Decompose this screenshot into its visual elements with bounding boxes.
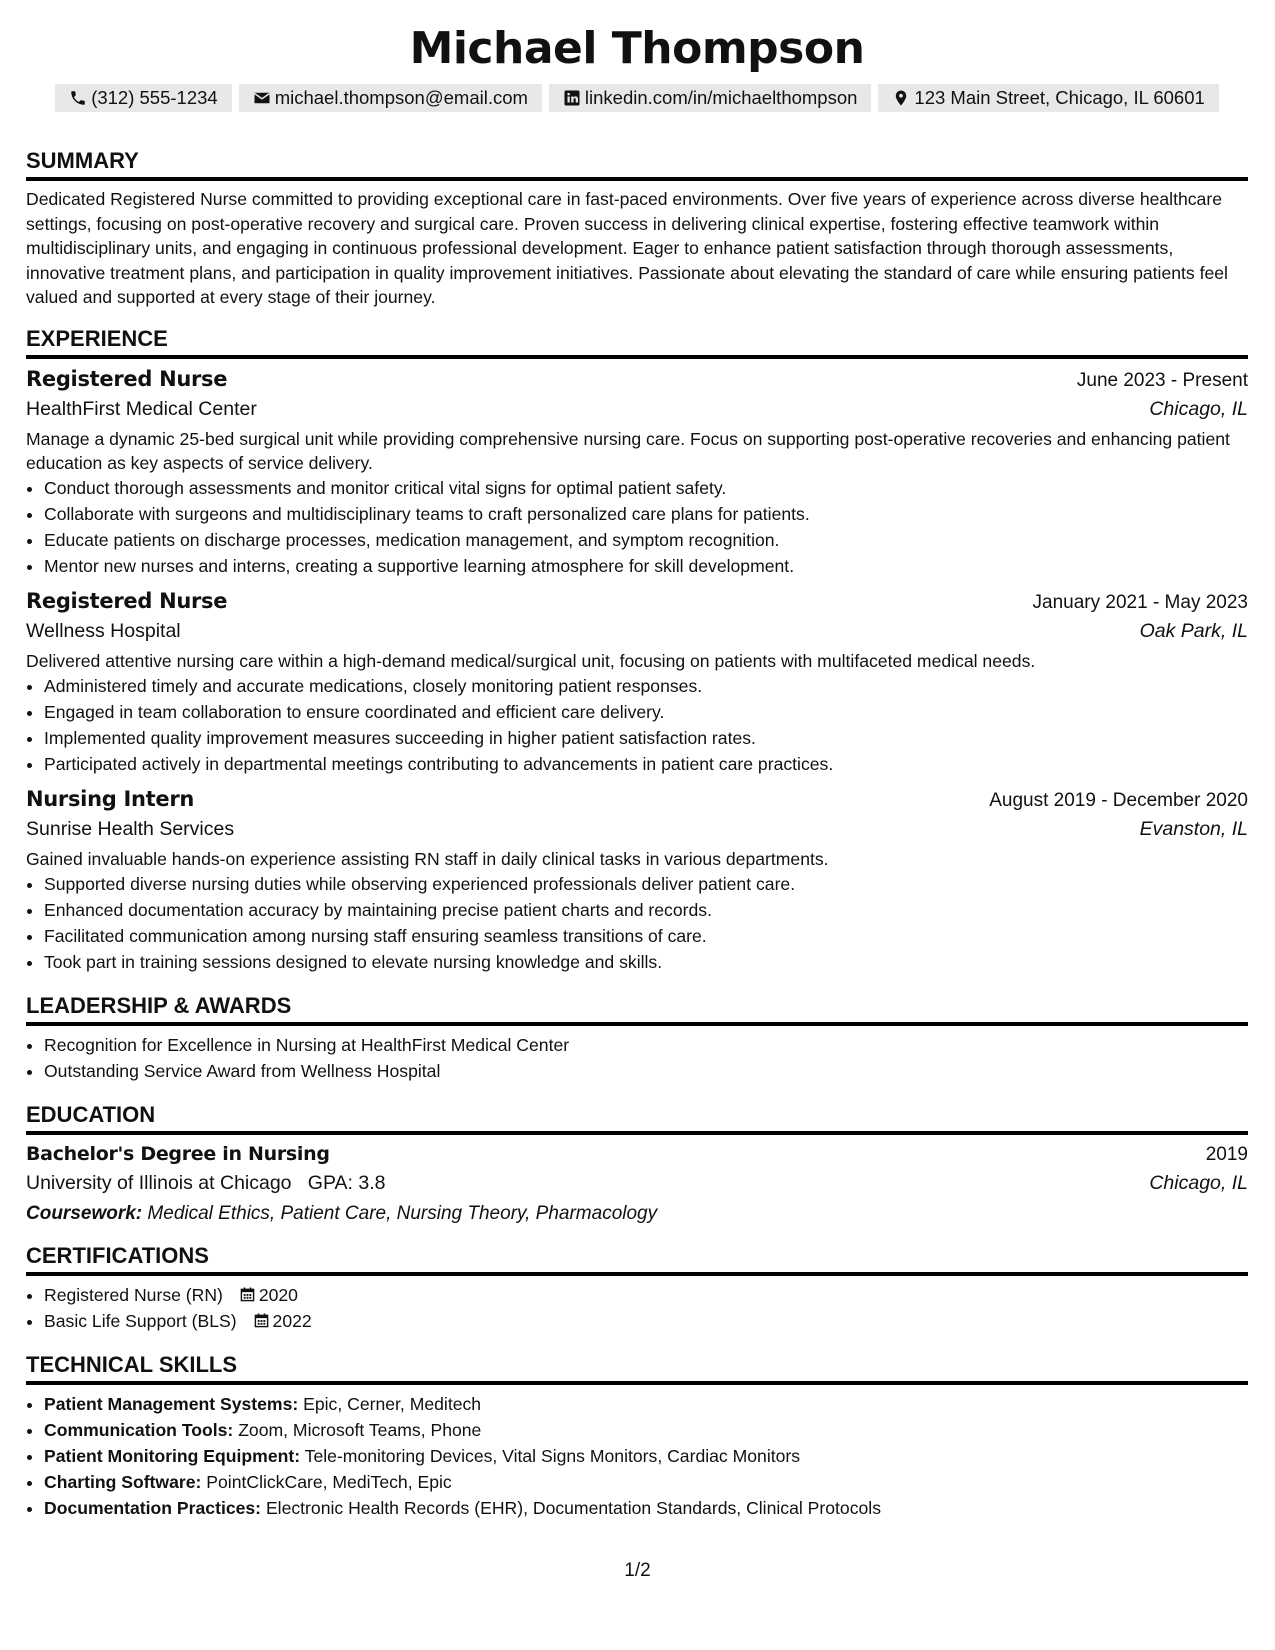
job-dates: June 2023 - Present — [1076, 369, 1248, 391]
section-title: CERTIFICATIONS — [26, 1243, 1248, 1276]
job-title: Registered Nurse — [26, 366, 228, 391]
cert-name: Basic Life Support (BLS) — [44, 1310, 237, 1331]
job-bullets — [26, 871, 1248, 975]
skill-value: Electronic Health Records (EHR), Documentation Standards, Clinical Protocols — [265, 1497, 881, 1518]
calendar-icon — [240, 1287, 255, 1302]
list-item: • Mentor new nurses and interns, creating a supportive learning atmosphere for skill development. — [44, 553, 1248, 579]
section-title: LEADERSHIP & AWARDS — [26, 993, 1248, 1026]
list-item: • Educate patients on discharge processes, medication management, and symptom recognition. — [44, 527, 1248, 553]
list-item — [44, 1391, 1248, 1417]
job-description: Gained invaluable hands-on experience assisting RN staff in daily clinical tasks in various departments. — [26, 848, 829, 869]
summary-section — [26, 148, 1248, 310]
job-bullets — [26, 673, 1248, 777]
school-name: University of Illinois at Chicago — [26, 1171, 292, 1194]
cert-name: Registered Nurse (RN) — [44, 1284, 223, 1305]
contact-bar — [26, 84, 1248, 112]
list-item: • Engaged in team collaboration to ensure coordinated and efficient care delivery. — [44, 699, 1248, 725]
phone-text: (312) 555-1234 — [91, 87, 218, 108]
list-item — [44, 1495, 1248, 1521]
candidate-name: Michael Thompson — [409, 23, 865, 74]
skill-value: Epic, Cerner, Meditech — [303, 1393, 482, 1414]
certifications-list — [26, 1282, 1248, 1334]
school-location: Chicago, IL — [1149, 1171, 1248, 1194]
job-entry — [26, 367, 1248, 579]
graduation-year: 2019 — [1205, 1143, 1248, 1165]
job-title: Registered Nurse — [26, 588, 228, 613]
linkedin-text: linkedin.com/in/michaelthompson — [584, 87, 858, 108]
coursework-label: Coursework: — [26, 1202, 143, 1224]
skills-section — [26, 1352, 1248, 1521]
job-location: Evanston, IL — [1139, 817, 1248, 840]
section-title: SUMMARY — [26, 148, 1248, 181]
list-item: • Enhanced documentation accuracy by maintaining precise patient charts and records. — [44, 897, 1248, 923]
job-organization: Wellness Hospital — [26, 619, 181, 642]
list-item — [44, 1308, 1248, 1334]
list-item — [44, 1443, 1248, 1469]
list-item: • Participated actively in departmental meetings contributing to advancements in patient care practices. — [44, 751, 1248, 777]
email-text: michael.thompson@email.com — [274, 87, 528, 108]
phone-icon — [69, 89, 87, 107]
job-bullets — [26, 475, 1248, 579]
cert-year: 2020 — [258, 1284, 298, 1305]
skill-label: Communication Tools: — [44, 1419, 234, 1440]
job-organization: Sunrise Health Services — [26, 817, 235, 840]
contact-linkedin[interactable] — [549, 84, 872, 112]
skill-value: Zoom, Microsoft Teams, Phone — [238, 1419, 482, 1440]
experience-section — [26, 326, 1248, 975]
list-item: • Supported diverse nursing duties while observing experienced professionals deliver patient care. — [44, 871, 1248, 897]
linkedin-icon — [563, 89, 581, 107]
job-title: Nursing Intern — [26, 786, 195, 811]
skill-label: Patient Management Systems: — [44, 1393, 299, 1414]
job-entry — [26, 787, 1248, 975]
list-item: • Took part in training sessions designed to elevate nursing knowledge and skills. — [44, 949, 1248, 975]
awards-section — [26, 993, 1248, 1084]
skills-list — [26, 1391, 1248, 1521]
calendar-icon — [254, 1313, 269, 1328]
contact-phone[interactable] — [55, 84, 232, 112]
list-item: • Outstanding Service Award from Wellness Hospital — [44, 1058, 1248, 1084]
gpa: GPA: 3.8 — [307, 1171, 386, 1194]
summary-text: Dedicated Registered Nurse committed to providing exceptional care in fast-paced environments. Over five years of experience across diverse healthcare settings, focusing on post-operative recovery and surgical care. Proven success in delivering clinical expertise, fostering effective teamwork within multidisciplinary units, and engaging in continuous professional development. Eager to enhance patient satisfaction through thorough assessments, innovative treatment plans, and participation in quality improvement initiatives. Passionate about elevating the standard of care while ensuring patients feel valued and supported at every stage of their journey. — [26, 189, 1228, 307]
list-item: • Facilitated communication among nursing staff ensuring seamless transitions of care. — [44, 923, 1248, 949]
list-item: • Recognition for Excellence in Nursing at HealthFirst Medical Center — [44, 1032, 1248, 1058]
contact-address[interactable] — [878, 84, 1218, 112]
job-organization: HealthFirst Medical Center — [26, 397, 257, 420]
degree-title: Bachelor's Degree in Nursing — [26, 1142, 330, 1165]
coursework-list: Medical Ethics, Patient Care, Nursing Theory, Pharmacology — [147, 1202, 658, 1224]
section-title: TECHNICAL SKILLS — [26, 1352, 1248, 1385]
list-item: • Collaborate with surgeons and multidisciplinary teams to craft personalized care plans for patients. — [44, 501, 1248, 527]
education-section — [26, 1102, 1248, 1225]
skill-value: PointClickCare, MediTech, Epic — [206, 1471, 452, 1492]
list-item — [44, 1282, 1248, 1308]
coursework — [26, 1203, 1248, 1225]
job-entry — [26, 589, 1248, 777]
contact-email[interactable] — [239, 84, 542, 112]
job-location: Chicago, IL — [1149, 397, 1248, 420]
cert-year: 2022 — [272, 1310, 312, 1331]
awards-list — [26, 1032, 1248, 1084]
envelope-icon — [253, 89, 271, 107]
list-item — [44, 1417, 1248, 1443]
job-description: Manage a dynamic 25-bed surgical unit while providing comprehensive nursing care. Focus on supporting post-operative recoveries and enhancing patient education as key aspects of service delivery. — [26, 428, 1230, 473]
certifications-section — [26, 1243, 1248, 1334]
section-title: EXPERIENCE — [26, 326, 1248, 359]
resume-page — [26, 0, 1248, 1521]
list-item: • Administered timely and accurate medications, closely monitoring patient responses. — [44, 673, 1248, 699]
list-item — [44, 1469, 1248, 1495]
job-description: Delivered attentive nursing care within a high-demand medical/surgical unit, focusing on patients with multifaceted medical needs. — [26, 650, 1036, 671]
address-text: 123 Main Street, Chicago, IL 60601 — [914, 87, 1205, 108]
job-location: Oak Park, IL — [1139, 619, 1248, 642]
skill-label: Documentation Practices: — [44, 1497, 262, 1518]
skill-label: Charting Software: — [44, 1471, 202, 1492]
job-dates: January 2021 - May 2023 — [1032, 591, 1248, 613]
page-number: 1/2 — [624, 1560, 651, 1581]
section-title: EDUCATION — [26, 1102, 1248, 1135]
list-item: • Implemented quality improvement measures succeeding in higher patient satisfaction rates. — [44, 725, 1248, 751]
skill-value: Tele-monitoring Devices, Vital Signs Monitors, Cardiac Monitors — [304, 1445, 801, 1466]
job-dates: August 2019 - December 2020 — [989, 789, 1248, 811]
list-item: • Conduct thorough assessments and monitor critical vital signs for optimal patient safety. — [44, 475, 1248, 501]
skill-label: Patient Monitoring Equipment: — [44, 1445, 301, 1466]
map-pin-icon — [892, 89, 910, 107]
